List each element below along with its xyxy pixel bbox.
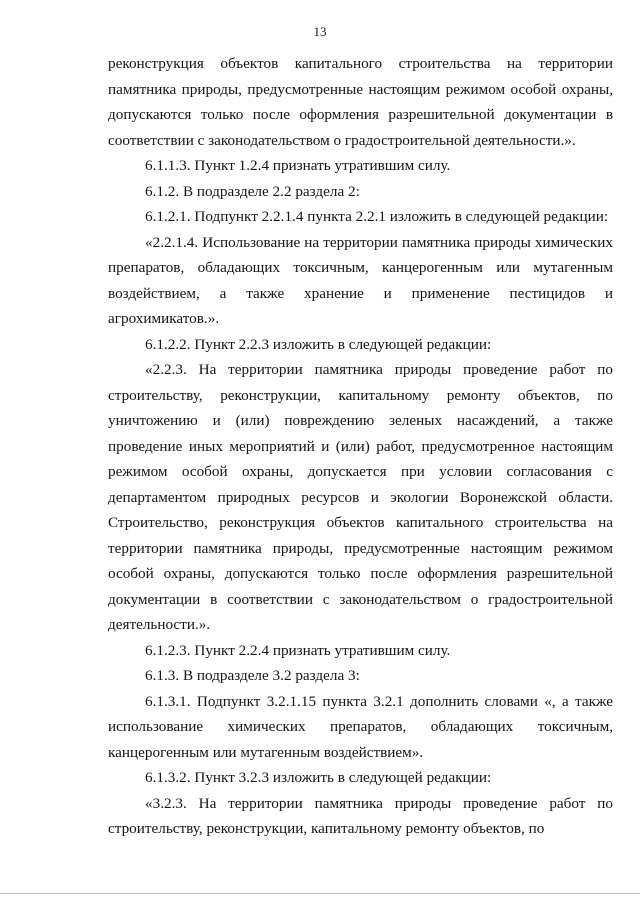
paragraph-6-1-3-2: 6.1.3.2. Пункт 3.2.3 изложить в следующей редакции:: [145, 769, 492, 786]
paragraph-6-1-2-1: 6.1.2.1. Подпункт 2.2.1.4 пункта 2.2.1 изложить в следующей редакции:: [145, 208, 609, 225]
paragraph-2-2-3-quote: «2.2.3. На территории памятника природы проведение работ по строительству, реконструкции, капитальному ремонту объектов, по уничтожению и (или) повреждению зеленых насаждений, а также проведение иных мероприятий и (или) работ, предусмотренное настоящим режимом особой охраны, допускается при условии согласования с департаментом природных ресурсов и экологии Воронежской области. Строительство, реконструкция объектов капитального строительства на территории памятника природы, предусмотренные настоящим режимом особой охраны, допускаются только после оформления разрешительной документации в соответствии с законодательством о градостроительной деятельности.».: [108, 361, 613, 633]
paragraph-6-1-2-3: 6.1.2.3. Пункт 2.2.4 признать утратившим силу.: [145, 641, 451, 659]
paragraph-6-1-2: 6.1.2. В подразделе 2.2 раздела 2:: [145, 182, 360, 200]
paragraph-6-1-1-3: 6.1.1.3. Пункт 1.2.4 признать утратившим силу.: [145, 157, 451, 174]
paragraph-6-1-2-2: 6.1.2.2. Пункт 2.2.3 изложить в следующей редакции:: [145, 335, 492, 353]
page-number: 13: [313, 24, 327, 39]
paragraph-6-1-3-1: 6.1.3.1. Подпункт 3.2.1.15 пункта 3.2.1 дополнить словами «, а также использование химических препаратов, обладающих токсичным, канцерогенным или мутагенным воздействием».: [108, 692, 613, 761]
paragraph-continuation: реконструкция объектов капитального строительства на территории памятника природы, предусмотренные настоящим режимом особой охраны, допускаются только после оформления разрешительной документации в соответствии с законодательством о градостроительной деятельности.».: [108, 55, 613, 149]
document-body: [108, 51, 613, 842]
paragraph-2-2-1-4-quote: «2.2.1.4. Использование на территории памятника природы химических препаратов, обладающих токсичным, канцерогенным или мутагенным воздействием, а также хранение и применение пестицидов и агрохимикатов.».: [108, 233, 613, 327]
paragraph-3-2-3-quote: «3.2.3. На территории памятника природы проведение работ по строительству, реконструкции, капитальному ремонту объектов, по: [108, 794, 613, 837]
paragraph-6-1-3: 6.1.3. В подразделе 3.2 раздела 3:: [145, 667, 360, 684]
bottom-scan-line: [0, 893, 640, 894]
